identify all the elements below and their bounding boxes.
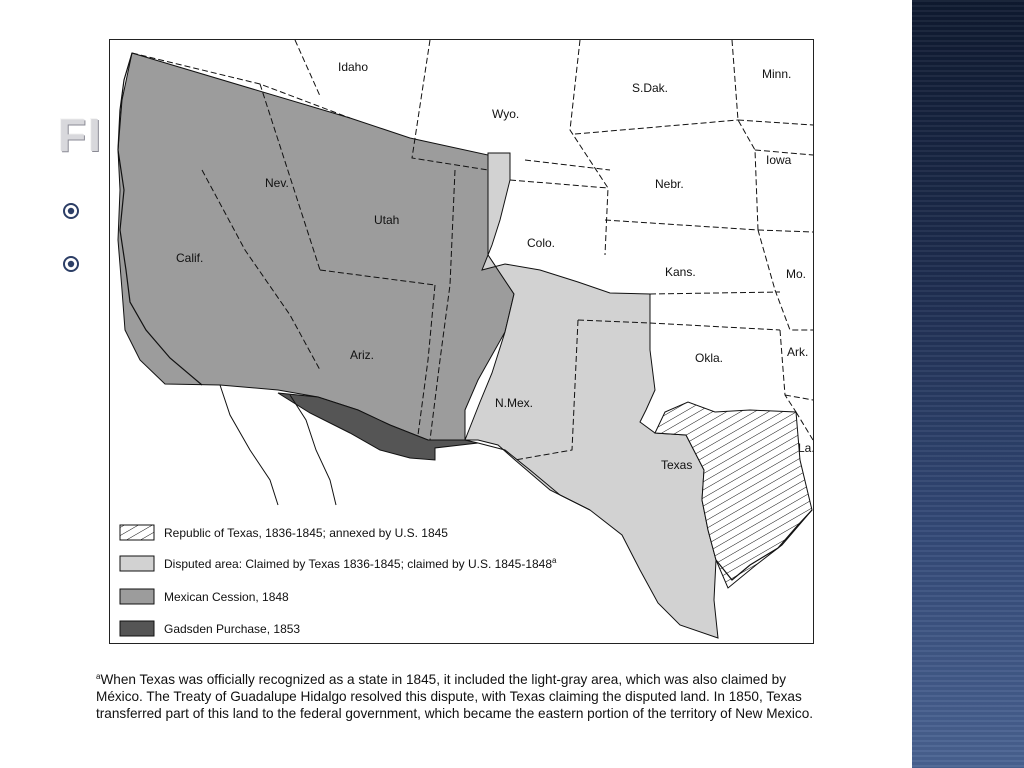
map-svg xyxy=(110,40,813,643)
bullet-icon xyxy=(62,202,80,220)
label-idaho: Idaho xyxy=(338,60,369,74)
label-kans: Kans. xyxy=(665,265,696,279)
legend-label-republic: Republic of Texas, 1836-1845; annexed by U.S. 1845 xyxy=(164,526,448,540)
legend-label-gadsden: Gadsden Purchase, 1853 xyxy=(164,622,301,636)
label-minn: Minn. xyxy=(762,67,792,81)
label-iowa: Iowa xyxy=(766,153,792,167)
label-la: La. xyxy=(798,441,815,455)
label-colo: Colo. xyxy=(527,236,556,250)
legend-label-disputed: Disputed area: Claimed by Texas 1836-1845; claimed by U.S. 1845-1848$^a$ xyxy=(164,556,557,571)
legend-footnote-marker: a xyxy=(552,556,557,565)
label-okla: Okla. xyxy=(695,351,724,365)
label-wyo: Wyo. xyxy=(492,107,520,121)
bullet-icon xyxy=(62,255,80,273)
map-footnote xyxy=(96,668,826,722)
label-ark: Ark. xyxy=(787,345,809,359)
mexican-cession-region xyxy=(118,53,514,440)
legend-swatch-republic xyxy=(120,525,154,540)
label-mo: Mo. xyxy=(786,267,807,281)
map-legend xyxy=(120,525,557,636)
legend-swatch-disputed xyxy=(120,556,154,571)
label-ariz: Ariz. xyxy=(350,348,374,362)
legend-swatch-cession xyxy=(120,589,154,604)
label-sdak: S.Dak. xyxy=(632,81,669,95)
slide-title: FI xyxy=(58,109,103,161)
label-nmex: N.Mex. xyxy=(495,396,534,410)
label-calif: Calif. xyxy=(176,251,204,265)
label-nebr: Nebr. xyxy=(655,177,684,191)
label-nev: Nev. xyxy=(265,176,289,190)
map-frame xyxy=(109,39,814,644)
legend-swatch-gadsden xyxy=(120,621,154,636)
label-utah: Utah xyxy=(374,213,400,227)
slide-side-panel xyxy=(912,0,1024,768)
legend-label-cession: Mexican Cession, 1848 xyxy=(164,590,289,604)
footnote-marker: a xyxy=(96,672,101,681)
footnote-text: When Texas was officially recognized as a state in 1845, it included the light-gray area, which was also claimed by México. The Treaty of Guadalupe Hidalgo resolved this dispute, with Texas claiming the disputed land. In 1850, Texas transferred part of this land to the federal government, which became the eastern portion of the territory of New Mexico. xyxy=(96,672,814,721)
label-texas: Texas xyxy=(661,458,693,472)
